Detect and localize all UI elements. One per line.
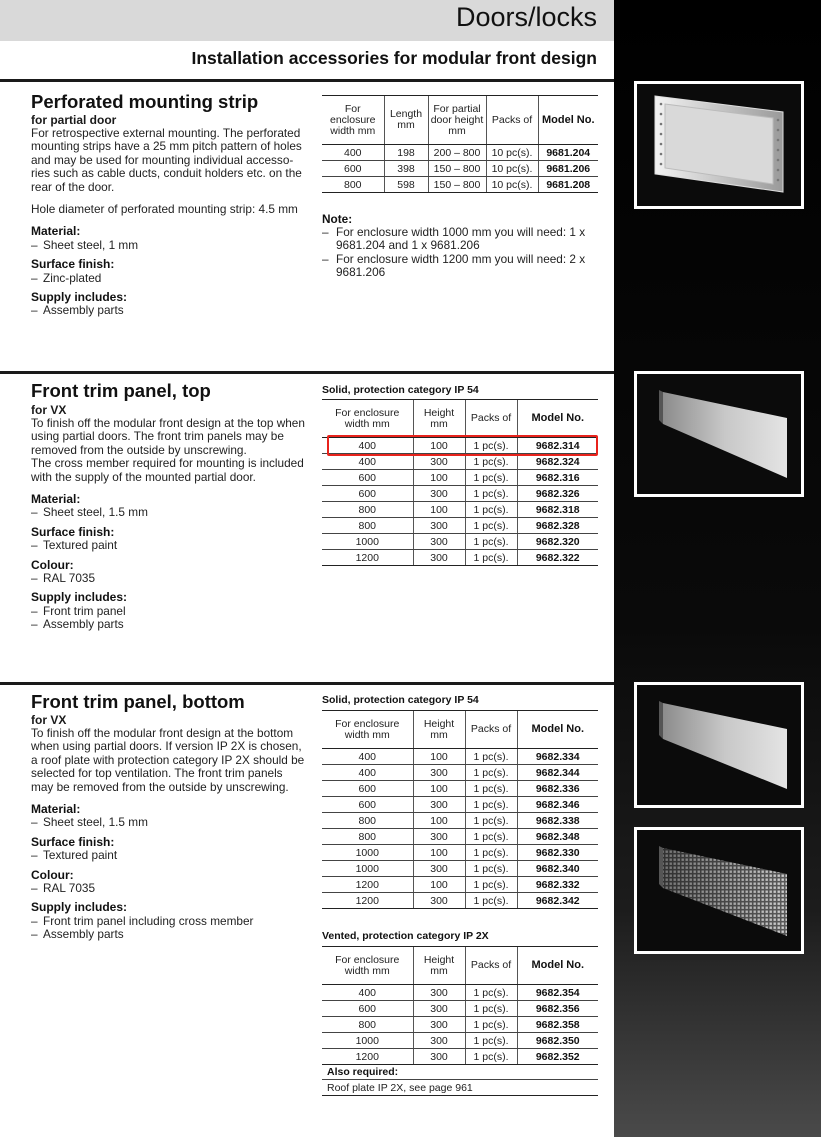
table-cell: 600 [322,1001,413,1017]
table-cell: 300 [413,518,465,534]
table-cell: 1000 [322,861,413,877]
table-row [322,813,598,829]
supply-label: Supply includes: [31,290,128,305]
material-value: – Sheet steel, 1.5 mm [31,816,306,829]
colour-label: Colour: [31,867,74,882]
model-number-cell: 9682.324 [517,454,598,470]
strip-table [322,95,598,193]
table-cell: 1 pc(s). [465,550,517,566]
supply-item: – Front trim panel including cross member [31,915,306,928]
table-row [322,877,598,893]
table-cell: 300 [413,861,465,877]
perforated-strip-icon [637,84,801,206]
table-cell: 400 [322,438,413,454]
model-number-cell: 9682.352 [517,1049,598,1065]
table-cell: 1 pc(s). [465,797,517,813]
col-header: Model No. [517,947,598,985]
table-cell: 800 [322,1017,413,1033]
model-number-cell: 9682.326 [517,486,598,502]
table-cell: 10 pc(s). [486,161,538,177]
table-cell: 1000 [322,845,413,861]
table-cell: 1 pc(s). [465,749,517,765]
material-label: Material: [31,224,81,239]
surface-label: Surface finish: [31,834,115,849]
top-panel-table [322,399,598,566]
table-row [322,1033,598,1049]
table-cell: 100 [413,877,465,893]
material-value: – Sheet steel, 1 mm [31,239,306,252]
trim-panel-bottom-image [634,682,804,808]
table-cell: 300 [413,765,465,781]
highlight-box [327,435,598,456]
model-number-cell: 9682.342 [517,893,598,909]
section-description [31,727,306,942]
table-cell: 10 pc(s). [486,177,538,193]
table-body [322,749,598,909]
table-row [322,749,598,765]
table-cell: 1 pc(s). [465,1001,517,1017]
model-number-cell: 9682.358 [517,1017,598,1033]
vented-panel-table [322,946,598,1065]
section-subtitle: for VX [31,403,67,417]
table-cell: 300 [413,829,465,845]
supply-label: Supply includes: [31,590,128,605]
trim-panel-top-image [634,371,804,497]
model-number-cell: 9682.336 [517,781,598,797]
vented-panel-icon [637,830,801,951]
table-cell: 800 [322,813,413,829]
col-header: For enclosure width mm [322,947,413,985]
model-number-cell: 9682.340 [517,861,598,877]
bottom-panel-table [322,710,598,909]
table-cell: 150 – 800 [428,177,486,193]
colour-label: Colour: [31,557,74,572]
model-number-cell: 9682.348 [517,829,598,845]
table-row [322,861,598,877]
table-caption: Solid, protection category IP 54 [322,694,479,706]
table-cell: 1 pc(s). [465,861,517,877]
table-cell: 1000 [322,534,413,550]
table-row [322,486,598,502]
section-title: Perforated mounting strip [31,91,259,112]
model-number-cell: 9682.314 [517,438,598,454]
table-cell: 300 [413,797,465,813]
model-number-cell: 9682.316 [517,470,598,486]
model-number-cell: 9682.354 [517,985,598,1001]
col-header: Height mm [413,947,465,985]
table-cell: 100 [413,781,465,797]
model-number-cell: 9681.204 [538,145,598,161]
table-cell: 1 pc(s). [465,1017,517,1033]
table-cell: 1200 [322,550,413,566]
table-cell: 300 [413,1033,465,1049]
col-header: Model No. [517,400,598,438]
model-number-cell: 9682.350 [517,1033,598,1049]
table-row [322,145,598,161]
page-title: Doors/locks [455,2,597,32]
note-item: – For enclosure width 1200 mm you will need: 2 x 9681.206 [322,253,602,279]
table-row [322,781,598,797]
model-number-cell: 9681.208 [538,177,598,193]
table-cell: 100 [413,470,465,486]
table-cell: 1 pc(s). [465,1033,517,1049]
table-cell: 1 pc(s). [465,829,517,845]
table-cell: 1 pc(s). [465,470,517,486]
table-row [322,797,598,813]
note-block [322,213,602,279]
table-cell: 800 [322,518,413,534]
table-cell: 398 [384,161,428,177]
table-cell: 1200 [322,893,413,909]
col-header: For enclosure width mm [322,400,413,438]
table-cell: 1 pc(s). [465,877,517,893]
material-label: Material: [31,492,81,507]
model-number-cell: 9682.346 [517,797,598,813]
supply-label: Supply includes: [31,900,128,915]
also-required-label: Also required: [322,1066,598,1080]
table-cell: 300 [413,893,465,909]
table-row [322,518,598,534]
description-text: To finish off the modular front design at the bottom when using partial doors. If version IP 2X is chosen, a roof plate with protection category IP 2X should be selected for top ventilation. The front trim panels may be removed from the outside by unscrewing. [31,726,305,794]
table-cell: 1 pc(s). [465,438,517,454]
table-cell: 10 pc(s). [486,145,538,161]
table-row [322,985,598,1001]
table-cell: 300 [413,486,465,502]
table-cell: 600 [322,797,413,813]
supply-item: – Assembly parts [31,304,306,317]
table-cell: 1 pc(s). [465,845,517,861]
model-number-cell: 9682.338 [517,813,598,829]
note-item: – For enclosure width 1000 mm you will need: 1 x 9681.204 and 1 x 9681.206 [322,226,602,252]
surface-value: – Textured paint [31,849,306,862]
table-row [322,470,598,486]
trim-panel-top-icon [637,374,801,494]
table-row [322,1049,598,1065]
table-cell: 1 pc(s). [465,518,517,534]
surface-label: Surface finish: [31,524,115,539]
table-row [322,829,598,845]
table-cell: 300 [413,1049,465,1065]
table-cell: 1 pc(s). [465,502,517,518]
model-number-cell: 9682.318 [517,502,598,518]
table-cell: 1 pc(s). [465,781,517,797]
model-number-cell: 9682.334 [517,749,598,765]
colour-value: – RAL 7035 [31,572,306,585]
section-divider [0,682,614,685]
surface-label: Surface finish: [31,257,115,272]
table-cell: 100 [413,813,465,829]
section-title: Front trim panel, bottom [31,691,245,712]
table-cell: 598 [384,177,428,193]
col-header: Model No. [517,711,598,749]
table-caption: Solid, protection category IP 54 [322,384,479,396]
col-header: Packs of [465,947,517,985]
col-header: Packs of [486,96,538,145]
table-cell: 300 [413,550,465,566]
table-cell: 1 pc(s). [465,454,517,470]
also-required-block [322,1066,598,1096]
vented-panel-image [634,827,804,954]
section-title: Front trim panel, top [31,380,211,401]
model-number-cell: 9682.320 [517,534,598,550]
section-description [31,127,306,318]
supply-item: – Front trim panel [31,605,306,618]
description-text: To finish off the modular front design at the top when using partial doors. The front trim panels may be removed from the outside by unscrewing. [31,416,305,457]
supply-item: – Assembly parts [31,928,306,941]
col-header: Height mm [413,711,465,749]
perforated-strip-image [634,81,804,209]
material-label: Material: [31,802,81,817]
table-cell: 300 [413,1001,465,1017]
table-cell: 800 [322,177,384,193]
col-header: For enclosure width mm [322,96,384,145]
table-cell: 400 [322,145,384,161]
table-body [322,145,598,193]
col-header: Packs of [465,400,517,438]
table-cell: 300 [413,534,465,550]
table-cell: 198 [384,145,428,161]
colour-value: – RAL 7035 [31,882,306,895]
table-cell: 1200 [322,1049,413,1065]
table-cell: 1200 [322,877,413,893]
table-cell: 1 pc(s). [465,486,517,502]
also-required-text: Roof plate IP 2X, see page 961 [322,1080,598,1096]
table-body [322,438,598,566]
header-bar [0,0,614,41]
model-number-cell: 9682.330 [517,845,598,861]
description-text-2: The cross member required for mounting is included with the supply of the mounted partial door. [31,456,304,484]
description-text: For retrospective external mounting. The perforated mounting strips have a 25 mm pitch pattern of holes and may be used for mounting individual accesso-ries such as cable ducts, conduit holders etc. on the rear of the door. [31,126,302,194]
model-number-cell: 9682.322 [517,550,598,566]
table-row [322,161,598,177]
surface-value: – Textured paint [31,539,306,552]
surface-value: – Zinc-plated [31,272,306,285]
table-row [322,845,598,861]
table-row [322,1017,598,1033]
model-number-cell: 9681.206 [538,161,598,177]
col-header: Packs of [465,711,517,749]
table-cell: 600 [322,781,413,797]
table-row [322,502,598,518]
page-subtitle: Installation accessories for modular front design [191,48,597,68]
table-cell: 1000 [322,1033,413,1049]
table-cell: 150 – 800 [428,161,486,177]
hole-note: Hole diameter of perforated mounting strip: 4.5 mm [31,202,298,217]
table-row [322,893,598,909]
model-number-cell: 9682.344 [517,765,598,781]
table-cell: 400 [322,454,413,470]
table-cell: 300 [413,985,465,1001]
table-cell: 400 [322,985,413,1001]
col-header: Length mm [384,96,428,145]
col-header: For partial door height mm [428,96,486,145]
table-cell: 300 [413,454,465,470]
table-cell: 1 pc(s). [465,813,517,829]
table-cell: 800 [322,502,413,518]
col-header: Height mm [413,400,465,438]
table-cell: 1 pc(s). [465,1049,517,1065]
table-body [322,985,598,1065]
table-row [322,534,598,550]
note-label: Note: [322,212,353,226]
table-cell: 600 [322,470,413,486]
table-cell: 100 [413,845,465,861]
supply-item: – Assembly parts [31,618,306,631]
table-cell: 200 – 800 [428,145,486,161]
table-caption: Vented, protection category IP 2X [322,930,489,942]
table-cell: 600 [322,161,384,177]
model-number-cell: 9682.356 [517,1001,598,1017]
material-value: – Sheet steel, 1.5 mm [31,506,306,519]
table-cell: 300 [413,1017,465,1033]
table-cell: 600 [322,486,413,502]
table-cell: 1 pc(s). [465,985,517,1001]
model-number-cell: 9682.328 [517,518,598,534]
table-cell: 400 [322,765,413,781]
trim-panel-bottom-icon [637,685,801,805]
table-cell: 100 [413,438,465,454]
table-cell: 1 pc(s). [465,534,517,550]
col-header: For enclosure width mm [322,711,413,749]
table-row [322,765,598,781]
table-row [322,1001,598,1017]
section-description [31,417,306,632]
table-cell: 800 [322,829,413,845]
table-row [322,550,598,566]
table-cell: 1 pc(s). [465,893,517,909]
table-cell: 400 [322,749,413,765]
section-subtitle: for partial door [31,113,117,127]
table-cell: 1 pc(s). [465,765,517,781]
model-number-cell: 9682.332 [517,877,598,893]
col-header: Model No. [538,96,598,145]
table-cell: 100 [413,749,465,765]
section-subtitle: for VX [31,713,67,727]
section-divider [0,79,614,82]
table-row [322,177,598,193]
table-cell: 100 [413,502,465,518]
section-divider [0,371,614,374]
